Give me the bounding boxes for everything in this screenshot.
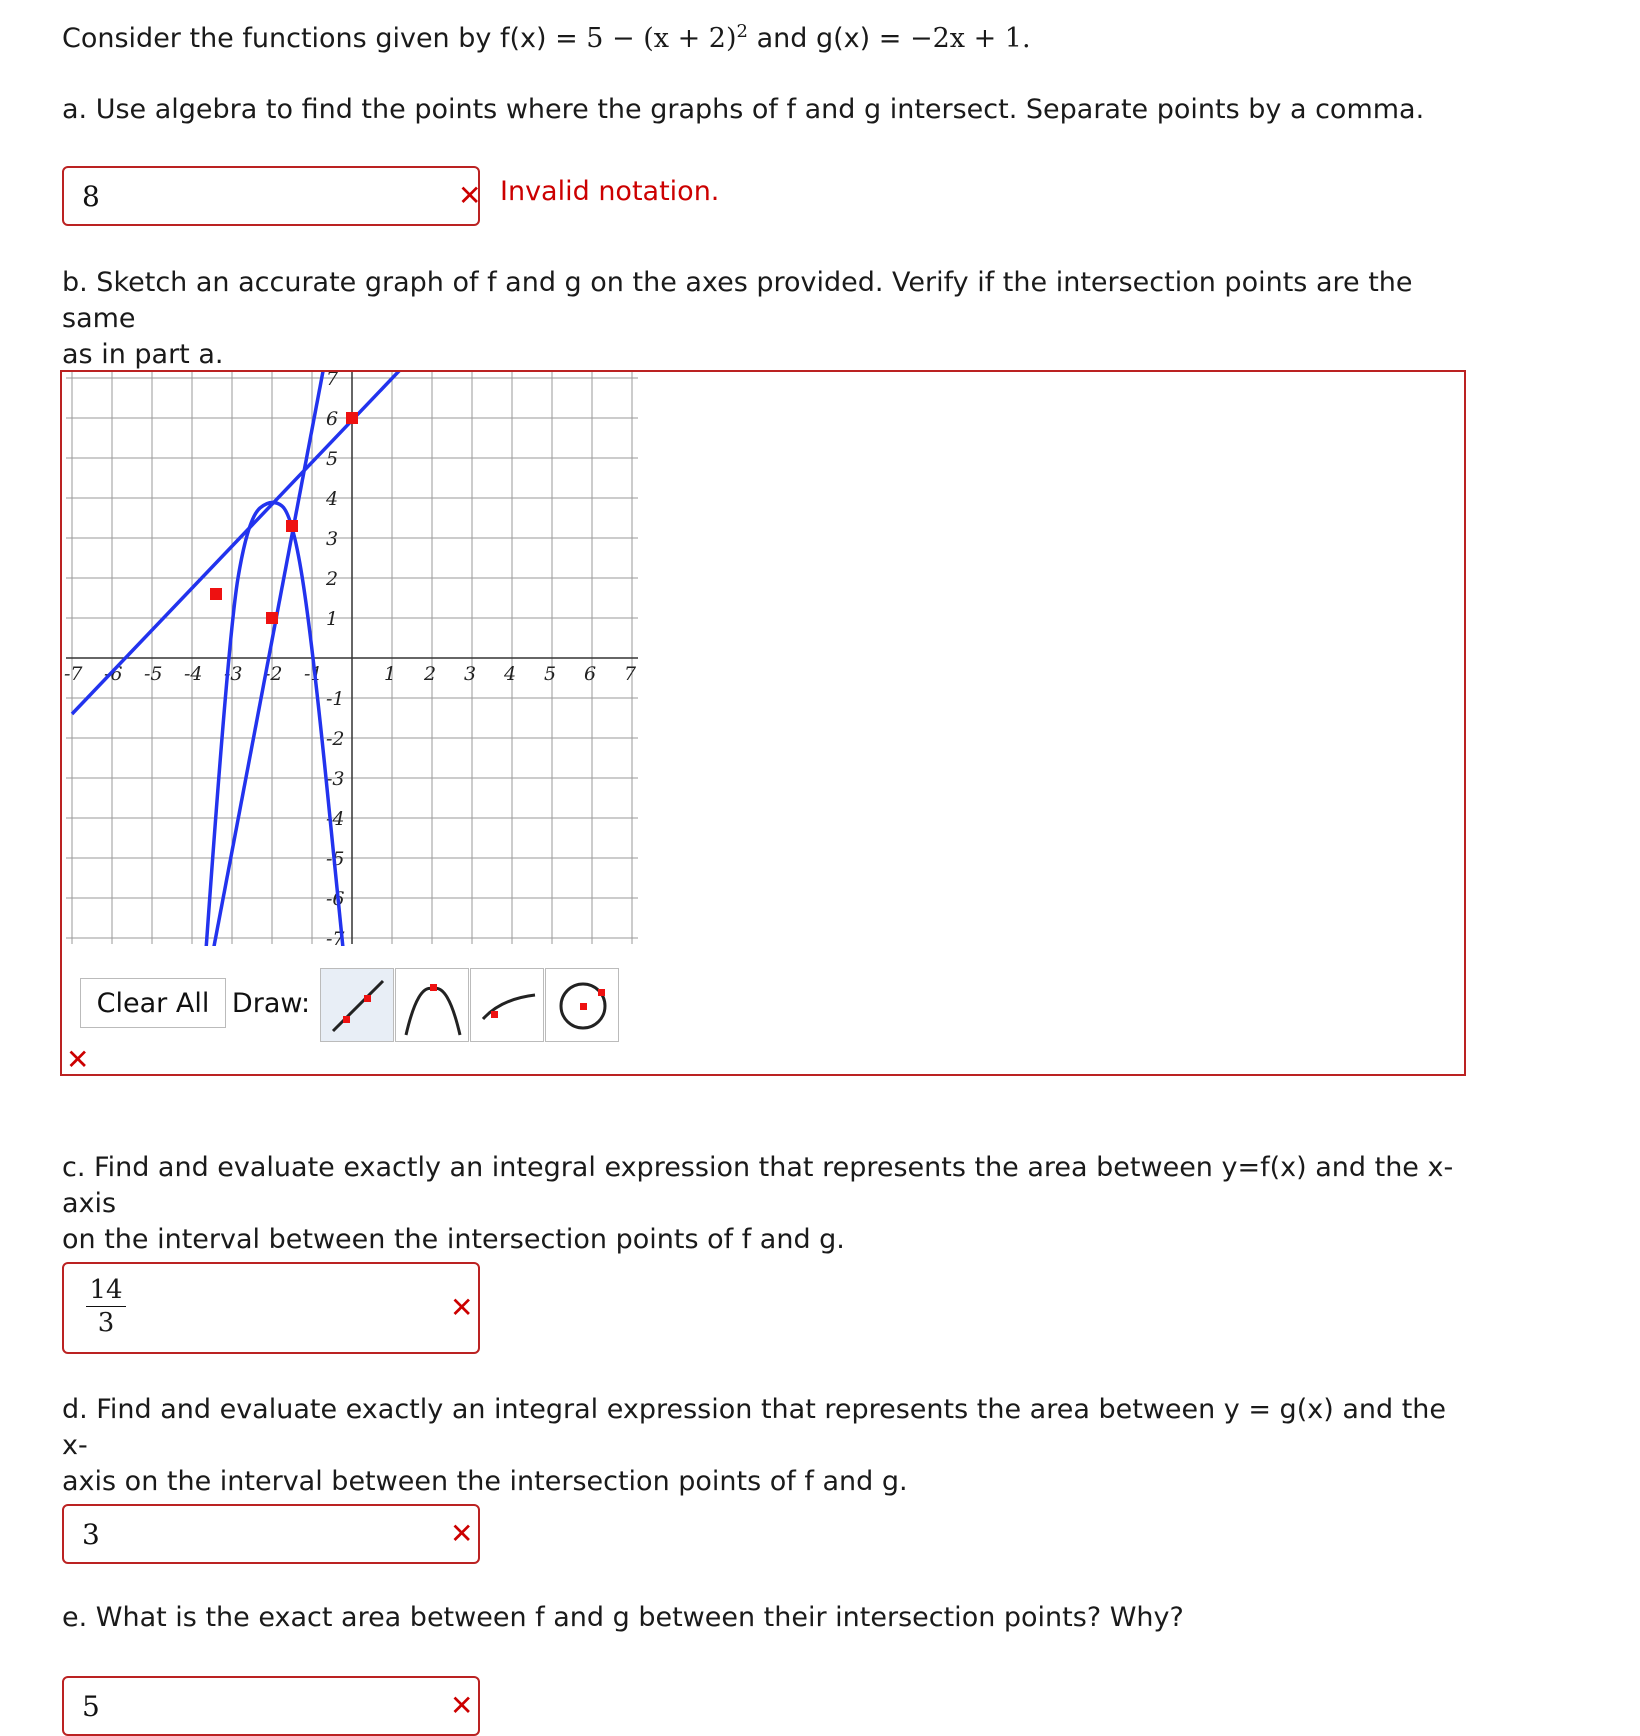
x-tick-label: 3 — [464, 663, 477, 685]
x-tick-label: -4 — [184, 663, 203, 685]
sqrt-tool-icon — [471, 969, 545, 1043]
part-a-answer-value: 8 — [82, 180, 100, 213]
part-a-answer-field[interactable] — [62, 166, 480, 226]
graph-canvas[interactable] — [62, 372, 652, 962]
wrong-icon: ✕ — [450, 1689, 474, 1722]
y-tick-label: -5 — [326, 848, 345, 870]
intro-prefix: Consider the functions given by f(x) = — [62, 23, 578, 54]
fraction-denominator: 3 — [97, 1308, 115, 1338]
y-tick-label: 1 — [326, 608, 339, 630]
y-tick-label: 7 — [326, 372, 339, 390]
part-a-question: a. Use algebra to find the points where the graphs of f and g intersect. Separate points by a comma. — [62, 94, 1425, 125]
fraction-numerator: 14 — [86, 1274, 126, 1307]
part-e-answer-value: 5 — [82, 1690, 100, 1723]
wrong-icon: ✕ — [450, 1517, 474, 1550]
wrong-icon: ✕ — [66, 1043, 90, 1076]
part-c-line1: c. Find and evaluate exactly an integral expression that represents the area between y=f(x) and the x-axis — [62, 1152, 1454, 1219]
parabola-tool-icon — [396, 969, 470, 1043]
y-tick-label: 5 — [326, 448, 339, 470]
x-tick-label: 6 — [584, 663, 597, 685]
sqrt-tool-button[interactable] — [470, 968, 544, 1042]
f-expression: 5 − (x + 2) — [586, 23, 737, 54]
intro-text — [62, 14, 1462, 57]
part-e-answer-field[interactable] — [62, 1676, 480, 1736]
x-tick-label: -7 — [64, 663, 83, 685]
part-d-line1: d. Find and evaluate exactly an integral expression that represents the area between y = g(x) and the x- — [62, 1394, 1447, 1461]
part-c-question — [62, 1150, 1462, 1258]
control-point — [286, 520, 298, 532]
line-tool-button[interactable] — [320, 968, 394, 1042]
line-tool-icon — [321, 969, 395, 1043]
circle-tool-button[interactable] — [545, 968, 619, 1042]
draw-label: Draw: — [228, 978, 314, 1028]
part-d-line2: axis on the interval between the intersection points of f and g. — [62, 1466, 908, 1497]
wrong-icon: ✕ — [450, 1291, 474, 1324]
y-tick-label: 4 — [326, 488, 339, 510]
x-tick-label: 2 — [424, 663, 437, 685]
x-tick-label: 7 — [624, 663, 637, 685]
y-tick-label: -4 — [326, 808, 345, 830]
control-point — [346, 412, 358, 424]
clear-all-button[interactable]: Clear All — [80, 978, 226, 1028]
parabola-tool-button[interactable] — [395, 968, 469, 1042]
x-tick-label: 1 — [384, 663, 397, 685]
circle-tool-icon — [546, 969, 620, 1043]
x-tick-label: -1 — [304, 663, 323, 685]
x-tick-label: -5 — [144, 663, 163, 685]
part-b-line1: b. Sketch an accurate graph of f and g on the axes provided. Verify if the intersection points are the same — [62, 267, 1413, 334]
graph-answer-box — [60, 370, 1466, 1076]
y-tick-label: -6 — [326, 888, 345, 910]
y-tick-label: -2 — [326, 728, 345, 750]
part-d-answer-value: 3 — [82, 1518, 100, 1551]
part-c-line2: on the interval between the intersection points of f and g. — [62, 1224, 845, 1255]
intro-mid: and g(x) = — [756, 23, 902, 54]
y-tick-label: 6 — [326, 408, 339, 430]
part-c-answer-field[interactable] — [62, 1262, 480, 1354]
f-exponent: 2 — [736, 21, 748, 42]
x-tick-label: -6 — [104, 663, 123, 685]
y-tick-label: 3 — [326, 528, 339, 550]
wrong-icon: ✕ — [458, 179, 482, 212]
part-e-question: e. What is the exact area between f and g between their intersection points? Why? — [62, 1602, 1184, 1633]
y-tick-label: -1 — [326, 688, 345, 710]
y-tick-label: -3 — [326, 768, 345, 790]
x-tick-label: 5 — [544, 663, 557, 685]
control-point — [266, 612, 278, 624]
y-tick-label: 2 — [326, 568, 339, 590]
part-a-feedback: Invalid notation. — [500, 176, 720, 207]
part-b-line2: as in part a. — [62, 339, 224, 370]
part-d-question — [62, 1392, 1462, 1500]
part-c-answer-fraction — [86, 1274, 126, 1339]
x-tick-label: -3 — [224, 663, 243, 685]
x-tick-label: -2 — [264, 663, 283, 685]
part-d-answer-field[interactable] — [62, 1504, 480, 1564]
g-expression: −2x + 1. — [909, 23, 1031, 54]
y-tick-label: -7 — [326, 928, 345, 950]
x-tick-label: 4 — [504, 663, 517, 685]
part-b-question — [62, 265, 1462, 373]
control-point — [210, 588, 222, 600]
